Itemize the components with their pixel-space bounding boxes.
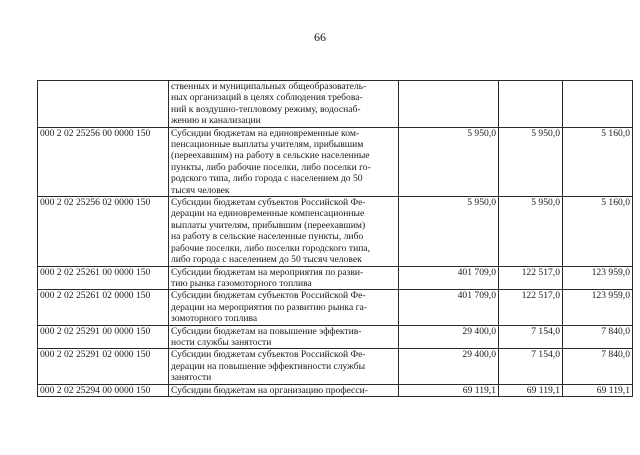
description-line: выплаты учителям, прибывшим (переехавшим) (171, 219, 366, 231)
budget-code-cell (38, 81, 169, 128)
description-line: ний к воздушно-тепловому режиму, водоснаб- (171, 103, 361, 115)
budget-code-cell: 000 2 02 25291 00 0000 150 (38, 325, 169, 349)
table-row (38, 384, 633, 396)
description-line: либо города с населением до 50 тысяч человек (171, 254, 362, 266)
description-line: жению и канализации (171, 115, 261, 127)
table-row (38, 266, 633, 290)
amount-cell-2: 122 517,0 (499, 290, 563, 325)
description-cell (169, 127, 399, 196)
budget-code-cell: 000 2 02 25291 02 0000 150 (38, 349, 169, 384)
amount-cell-1 (399, 81, 499, 128)
table-body (38, 81, 633, 397)
amount-cell-2: 7 154,0 (499, 349, 563, 384)
amount-cell-3: 123 959,0 (563, 266, 633, 290)
amount-cell-3: 5 160,0 (563, 127, 633, 196)
description-cell (169, 197, 399, 266)
description-line: Субсидии бюджетам на единовременные ком- (171, 127, 360, 139)
budget-code-cell: 000 2 02 25294 00 0000 150 (38, 384, 169, 396)
description-line: зомоторного топлива (171, 313, 258, 325)
description-line: ных организаций в целях соблюдения требова- (171, 92, 363, 104)
budget-table (37, 80, 633, 397)
amount-cell-3: 7 840,0 (563, 349, 633, 384)
budget-code-cell: 000 2 02 25256 00 0000 150 (38, 127, 169, 196)
budget-code-cell: 000 2 02 25261 00 0000 150 (38, 266, 169, 290)
description-line: ности службы занятости (171, 336, 272, 348)
amount-cell-3: 5 160,0 (563, 197, 633, 266)
amount-cell-1: 29 400,0 (399, 325, 499, 349)
description-line: пункты, либо рабочие поселки, либо поселки го- (171, 161, 371, 173)
table-row (38, 197, 633, 266)
amount-cell-1: 401 709,0 (399, 266, 499, 290)
description-line: дерации на повышение эффективности службы (171, 360, 366, 372)
amount-cell-3: 123 959,0 (563, 290, 633, 325)
description-line: занятости (171, 372, 212, 384)
table-row (38, 325, 633, 349)
table-row (38, 290, 633, 325)
description-line: родского типа, либо города с населением до 50 (171, 173, 363, 185)
amount-cell-3 (563, 81, 633, 128)
description-line: пенсационные выплаты учителям, прибывшим (171, 139, 364, 151)
description-cell (169, 325, 399, 349)
description-cell (169, 290, 399, 325)
description-line: Субсидии бюджетам субъектов Российской Фе- (171, 290, 366, 302)
amount-cell-2 (499, 81, 563, 128)
description-line: Субсидии бюджетам на организацию професси- (171, 384, 368, 396)
amount-cell-2: 5 950,0 (499, 197, 563, 266)
description-line: Субсидии бюджетам субъектов Российской Фе- (171, 349, 366, 361)
description-cell (169, 384, 399, 396)
description-line: тию рынка газомоторного топлива (171, 277, 312, 289)
description-line: на работу в сельские населенные пункты, либо (171, 231, 364, 243)
description-cell (169, 349, 399, 384)
amount-cell-2: 122 517,0 (499, 266, 563, 290)
amount-cell-3: 69 119,1 (563, 384, 633, 396)
table-row (38, 81, 633, 128)
amount-cell-2: 69 119,1 (499, 384, 563, 396)
amount-cell-1: 5 950,0 (399, 127, 499, 196)
amount-cell-3: 7 840,0 (563, 325, 633, 349)
description-line: Субсидии бюджетам субъектов Российской Фе- (171, 197, 366, 209)
amount-cell-1: 5 950,0 (399, 197, 499, 266)
budget-code-cell: 000 2 02 25256 02 0000 150 (38, 197, 169, 266)
description-cell (169, 81, 399, 128)
table-row (38, 349, 633, 384)
description-line: (переехавшим) на работу в сельские населенные (171, 150, 370, 162)
table-row (38, 127, 633, 196)
amount-cell-1: 69 119,1 (399, 384, 499, 396)
description-line: тысяч человек (171, 184, 230, 196)
description-line: дерации на мероприятия по развитию рынка га- (171, 301, 367, 313)
amount-cell-1: 29 400,0 (399, 349, 499, 384)
page-number: 66 (314, 30, 326, 44)
description-cell (169, 266, 399, 290)
description-line: дерации на единовременные компенсационные (171, 208, 365, 220)
description-line: рабочие поселки, либо поселки городского типа, (171, 242, 370, 254)
amount-cell-2: 7 154,0 (499, 325, 563, 349)
description-line: Субсидии бюджетам на повышение эффектив- (171, 325, 362, 337)
description-line: ственных и муниципальных общеобразователь- (171, 81, 367, 92)
budget-code-cell: 000 2 02 25261 02 0000 150 (38, 290, 169, 325)
description-line: Субсидии бюджетам на мероприятия по разви- (171, 266, 364, 278)
amount-cell-2: 5 950,0 (499, 127, 563, 196)
amount-cell-1: 401 709,0 (399, 290, 499, 325)
